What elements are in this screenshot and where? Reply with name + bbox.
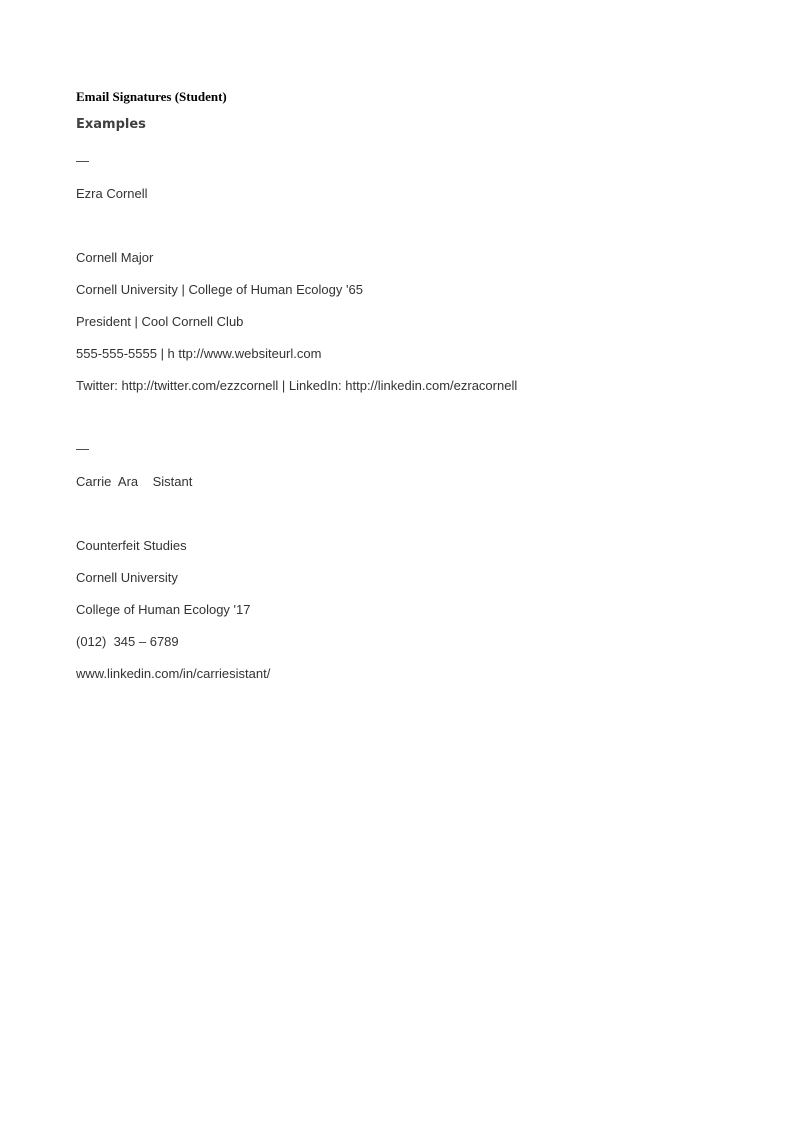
signature-2-phone: (012) 345 – 6789 (76, 634, 179, 649)
signature-1-separator: — (76, 153, 89, 168)
signature-2-major: Counterfeit Studies (76, 538, 187, 553)
signature-1-role: President | Cool Cornell Club (76, 314, 244, 329)
signature-2-name: Carrie Ara Sistant (76, 474, 193, 489)
signature-1-social: Twitter: http://twitter.com/ezzcornell | LinkedIn: http://linkedin.com/ezracornell (76, 378, 518, 393)
signature-1-school: Cornell University | College of Human Ecology '65 (76, 282, 363, 297)
signature-2-separator: — (76, 441, 89, 456)
section-heading-examples: Examples (76, 117, 146, 132)
signature-1-name: Ezra Cornell (76, 186, 148, 201)
signature-2-college: College of Human Ecology '17 (76, 602, 251, 617)
signature-2-university: Cornell University (76, 570, 178, 585)
signature-2-linkedin: www.linkedin.com/in/carriesistant/ (76, 666, 271, 681)
signature-1-contact: 555-555-5555 | h ttp://www.websiteurl.com (76, 346, 322, 361)
signature-1-major: Cornell Major (76, 250, 154, 265)
document-title: Email Signatures (Student) (76, 89, 227, 104)
